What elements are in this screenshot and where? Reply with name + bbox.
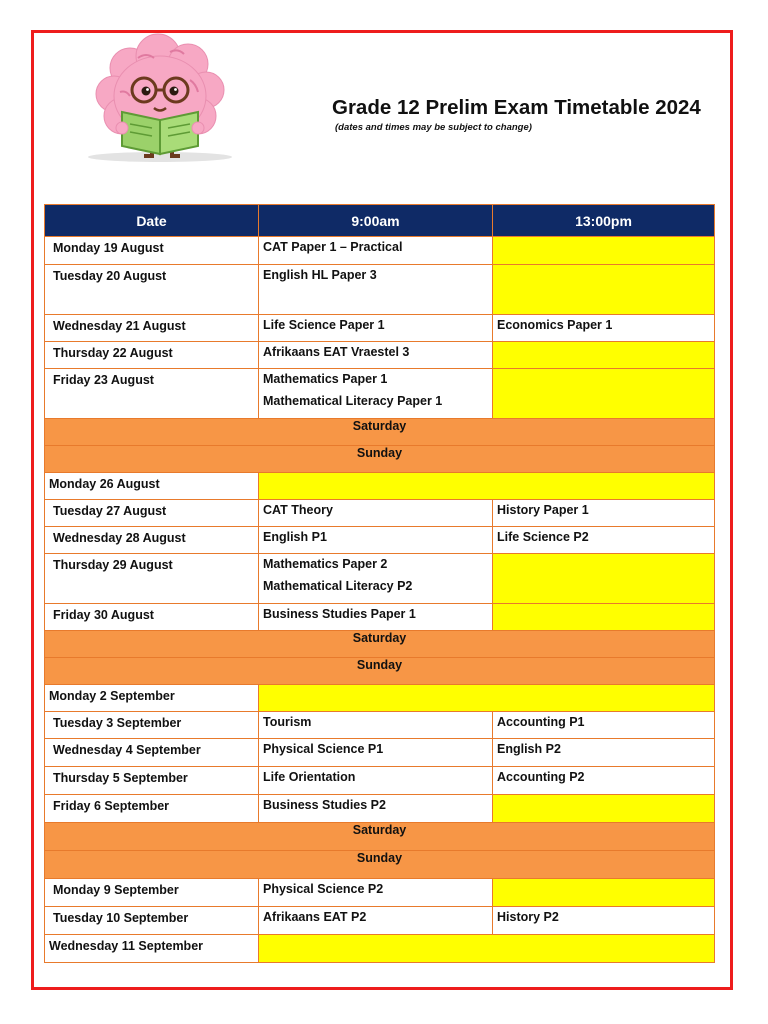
date-cell: Tuesday 20 August [45,265,259,315]
subject-label: CAT Theory [263,503,333,517]
table-row [45,315,715,342]
morning-session-cell [259,369,493,419]
date-cell: Friday 23 August [45,369,259,419]
subject-label: Life Science P2 [497,530,589,544]
morning-session-cell [259,265,493,315]
morning-session-cell [259,604,493,631]
table-row [45,739,715,767]
weekend-label: Sunday [45,446,715,473]
table-row [45,907,715,935]
subject-label: English P1 [263,530,327,544]
subject-label: Afrikaans EAT Vraestel 3 [263,345,410,359]
afternoon-session-cell [493,879,715,907]
table-row [45,604,715,631]
subject-label: Mathematics Paper 2 [263,557,388,571]
weekend-label: Sunday [45,851,715,879]
morning-session-cell [259,879,493,907]
timetable-body [45,237,715,963]
exam-timetable [44,204,715,963]
subject-label: CAT Paper 1 – Practical [263,240,403,254]
morning-session-cell [259,907,493,935]
subject-label: Accounting P2 [497,770,585,784]
date-cell: Monday 2 September [45,685,259,712]
table-row [45,879,715,907]
table-row [45,265,715,315]
subject-label: Accounting P1 [497,715,585,729]
morning-session-cell [259,237,493,265]
date-cell: Thursday 22 August [45,342,259,369]
table-row [45,712,715,739]
table-row [45,527,715,554]
date-cell: Tuesday 27 August [45,500,259,527]
subject-label: Tourism [263,715,312,729]
weekend-row [45,631,715,658]
afternoon-session-cell [493,237,715,265]
date-cell: Friday 6 September [45,795,259,823]
subject-label: Business Studies Paper 1 [263,607,416,621]
afternoon-session-cell [493,795,715,823]
subject-label: Afrikaans EAT P2 [263,910,367,924]
table-row [45,237,715,265]
subject-label: Physical Science P1 [263,742,384,756]
morning-session-cell [259,739,493,767]
table-row [45,767,715,795]
subject-label: Physical Science P2 [263,882,384,896]
morning-session-cell [259,554,493,604]
date-cell: Wednesday 21 August [45,315,259,342]
column-header-date: Date [45,205,259,237]
table-row [45,935,715,963]
table-row [45,473,715,500]
afternoon-session-cell [493,739,715,767]
table-row [45,500,715,527]
page-subtitle: (dates and times may be subject to change) [335,122,532,133]
date-cell: Wednesday 28 August [45,527,259,554]
afternoon-session-cell [493,369,715,419]
subject-label: Mathematics Paper 1 [263,372,388,386]
page-title: Grade 12 Prelim Exam Timetable 2024 [332,96,701,119]
date-cell: Wednesday 11 September [45,935,259,963]
subject-label: Mathematical Literacy P2 [263,579,413,593]
weekend-row [45,658,715,685]
date-cell: Thursday 29 August [45,554,259,604]
weekend-row [45,446,715,473]
weekend-label: Saturday [45,631,715,658]
subject-label: Mathematical Literacy Paper 1 [263,394,443,408]
morning-session-cell [259,795,493,823]
subject-label: Business Studies P2 [263,798,386,812]
date-cell: Monday 9 September [45,879,259,907]
subject-label: Life Science Paper 1 [263,318,385,332]
morning-session-cell [259,342,493,369]
weekend-row [45,851,715,879]
subject-label: English HL Paper 3 [263,268,377,282]
subject-label: Life Orientation [263,770,356,784]
afternoon-session-cell [493,767,715,795]
afternoon-session-cell [493,527,715,554]
no-exam-slot [259,685,715,712]
table-row [45,342,715,369]
date-cell: Tuesday 10 September [45,907,259,935]
morning-session-cell [259,712,493,739]
subject-label: Economics Paper 1 [497,318,613,332]
date-cell: Monday 26 August [45,473,259,500]
afternoon-session-cell [493,342,715,369]
date-cell: Monday 19 August [45,237,259,265]
afternoon-session-cell [493,554,715,604]
morning-session-cell [259,315,493,342]
afternoon-session-cell [493,265,715,315]
weekend-row [45,823,715,851]
subject-label: History Paper 1 [497,503,589,517]
date-cell: Tuesday 3 September [45,712,259,739]
table-row [45,369,715,419]
table-row [45,554,715,604]
afternoon-session-cell [493,315,715,342]
morning-session-cell [259,767,493,795]
table-row [45,685,715,712]
date-cell: Friday 30 August [45,604,259,631]
subject-label: English P2 [497,742,561,756]
morning-session-cell [259,527,493,554]
column-header-afternoon: 13:00pm [493,205,715,237]
afternoon-session-cell [493,500,715,527]
table-header-row [45,205,715,237]
afternoon-session-cell [493,604,715,631]
weekend-label: Sunday [45,658,715,685]
weekend-row [45,419,715,446]
weekend-label: Saturday [45,419,715,446]
date-cell: Wednesday 4 September [45,739,259,767]
weekend-label: Saturday [45,823,715,851]
brain-reading-book-icon [78,30,248,168]
afternoon-session-cell [493,907,715,935]
table-row [45,795,715,823]
date-cell: Thursday 5 September [45,767,259,795]
column-header-morning: 9:00am [259,205,493,237]
afternoon-session-cell [493,712,715,739]
morning-session-cell [259,500,493,527]
no-exam-slot [259,473,715,500]
no-exam-slot [259,935,715,963]
subject-label: History P2 [497,910,559,924]
